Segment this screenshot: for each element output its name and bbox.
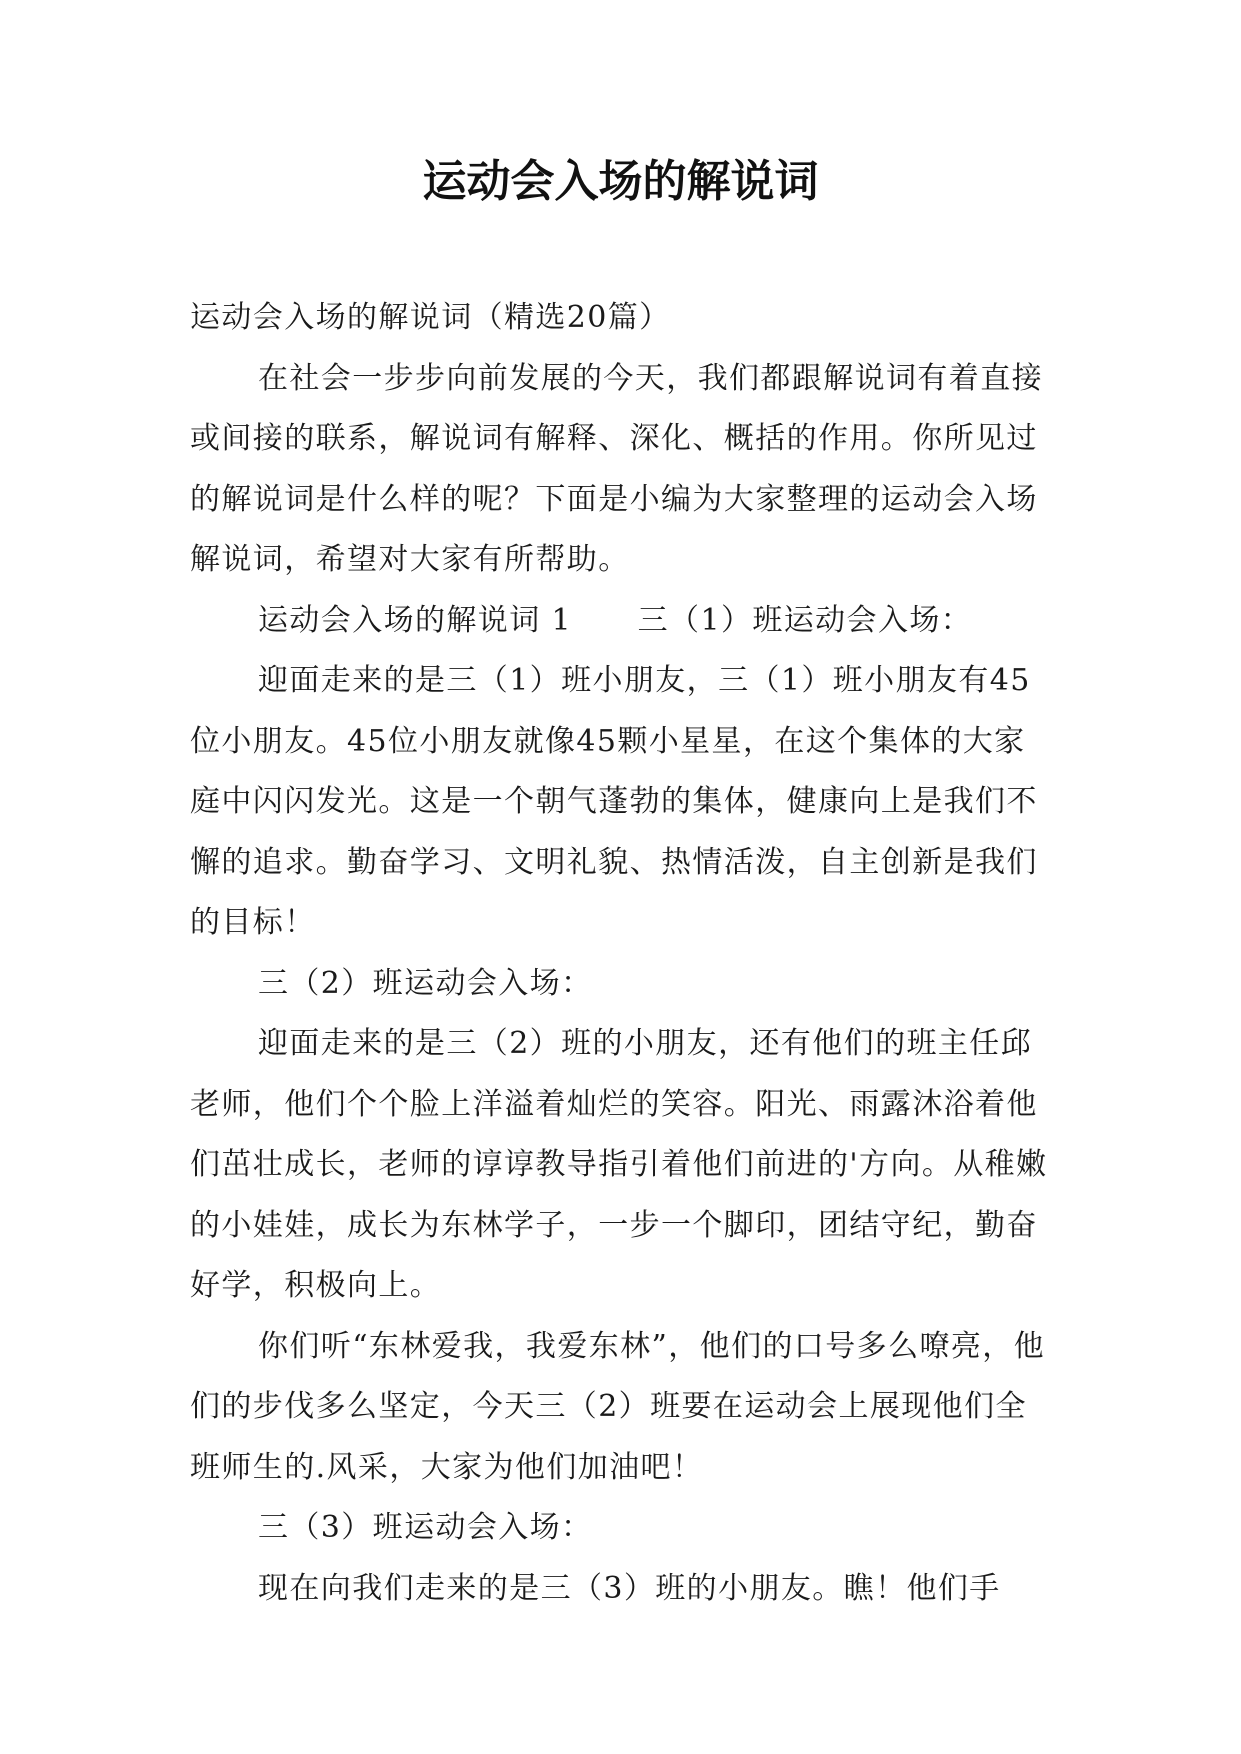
class-2-paragraph-2: 你们听“东林爱我，我爱东林”，他们的口号多么嘹亮，他们的步伐多么坚定，今天三（2）班要在运动会上展现他们全班师生的.风采，大家为他们加油吧！	[190, 1328, 1046, 1485]
section-heading: 运动会入场的解说词 1	[258, 602, 573, 638]
class-1-paragraph: 迎面走来的是三（1）班小朋友，三（1）班小朋友有45位小朋友。45位小朋友就像45颗小星星，在这个集体的大家庭中闪闪发光。这是一个朝气蓬勃的集体，健康向上是我们不懈的追求。勤奋学习、文明礼貌、热情活泼，自主创新是我们的目标！	[190, 663, 1038, 940]
intro-paragraph: 在社会一步步向前发展的今天，我们都跟解说词有着直接或间接的联系，解说词有解释、深化、概括的作用。你所见过的解说词是什么样的呢？下面是小编为大家整理的运动会入场解说词，希望对大家有所帮助。	[190, 360, 1043, 577]
class-3-heading: 三（3）班运动会入场：	[258, 1510, 593, 1545]
document-subtitle: 运动会入场的解说词（精选20篇）	[190, 300, 671, 335]
class-2-paragraph-1: 迎面走来的是三（2）班的小朋友，还有他们的班主任邱老师，他们个个脸上洋溢着灿烂的笑容。阳光、雨露沐浴着他们茁壮成长，老师的谆谆教导指引着他们前进的'方向。从稚嫩的小娃娃，成长为东林学子，一步一个脚印，团结守纪，勤奋好学，积极向上。	[190, 1026, 1048, 1303]
class-1-heading: 三（1）班运动会入场：	[637, 602, 973, 638]
class-2-heading: 三（2）班运动会入场：	[258, 965, 593, 1001]
document-title: 运动会入场的解说词	[422, 156, 819, 207]
section-heading-line	[190, 591, 1056, 652]
class-3-paragraph: 现在向我们走来的是三（3）班的小朋友。瞧！他们手	[258, 1570, 1001, 1606]
document-body	[190, 288, 1056, 1619]
